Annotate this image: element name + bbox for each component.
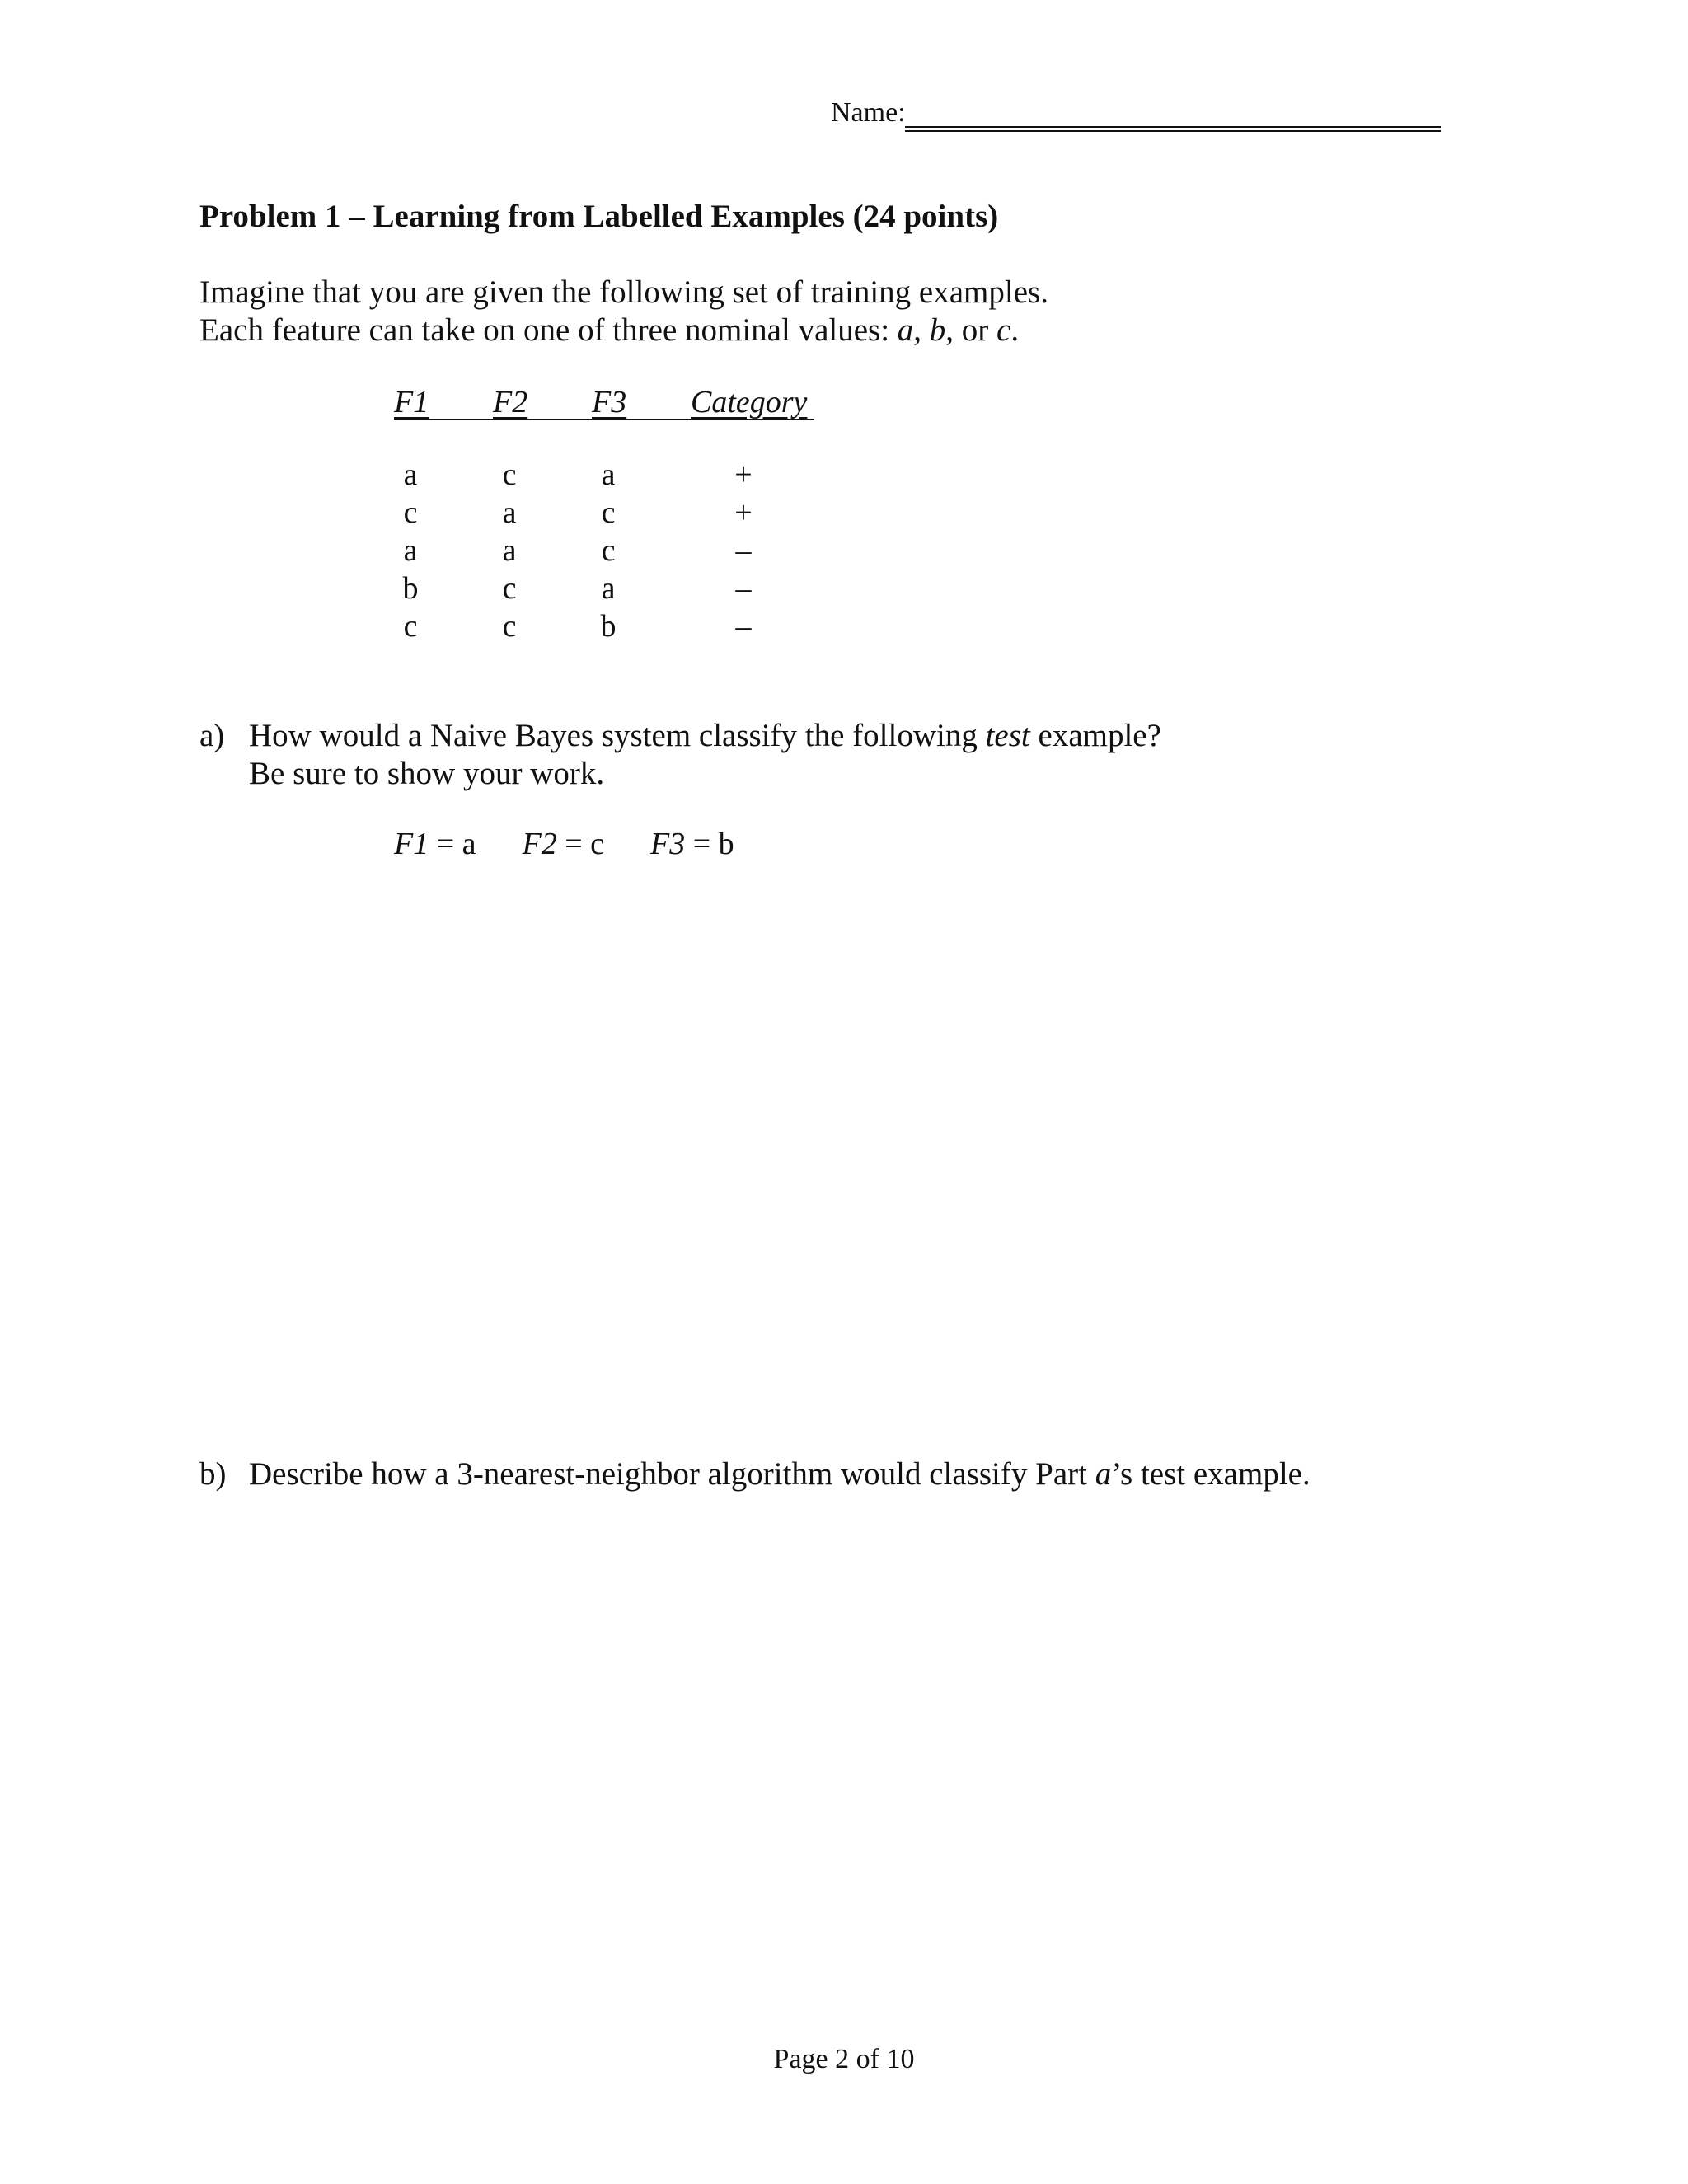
table-header-underline [394, 419, 814, 420]
name-label: Name: [831, 97, 906, 128]
problem-title: Problem 1 – Learning from Labelled Examples (24 points) [199, 199, 999, 234]
intro-line-2: Each feature can take on one of three nominal values: a, b, or c. [199, 312, 1020, 348]
name-field [831, 97, 906, 129]
table-cell: c [601, 533, 616, 568]
table-cell: b [600, 609, 617, 644]
table-header-f3: F3 [592, 385, 627, 419]
table-cell: a [601, 457, 616, 492]
table-cell-category: + [734, 495, 753, 530]
table-cell: a [502, 495, 517, 530]
table-cell: c [502, 457, 517, 492]
table-cell: a [403, 457, 418, 492]
table-cell: c [502, 571, 517, 606]
table-cell: c [403, 609, 418, 644]
question-b-label: b) [199, 1456, 227, 1492]
name-blank-line [905, 126, 1441, 132]
table-cell-category: – [735, 609, 752, 644]
table-cell-category: – [735, 533, 752, 568]
intro-line-1: Imagine that you are given the following set of training examples. [199, 274, 1048, 310]
table-header-f2: F2 [493, 385, 528, 419]
question-a-text: How would a Naive Bayes system classify the following test example? [249, 718, 1161, 753]
table-cell: c [601, 495, 616, 530]
table-cell-category: + [734, 457, 753, 492]
table-header-f1: F1 [394, 385, 429, 419]
table-cell: a [403, 533, 418, 568]
question-a-label: a) [199, 718, 225, 753]
question-a-instruction: Be sure to show your work. [249, 756, 605, 791]
question-b-text: Describe how a 3-nearest-neighbor algorithm would classify Part a’s test example. [249, 1456, 1311, 1492]
table-cell: a [502, 533, 517, 568]
table-header-category: Category [691, 385, 808, 419]
page-number: Page 2 of 10 [773, 2044, 915, 2074]
table-cell: c [502, 609, 517, 644]
table-cell: b [402, 571, 419, 606]
table-cell: a [601, 571, 616, 606]
test-example: F1 = a F2 = c F3 = b [394, 827, 734, 861]
table-cell-category: – [735, 571, 752, 606]
table-cell: c [403, 495, 418, 530]
